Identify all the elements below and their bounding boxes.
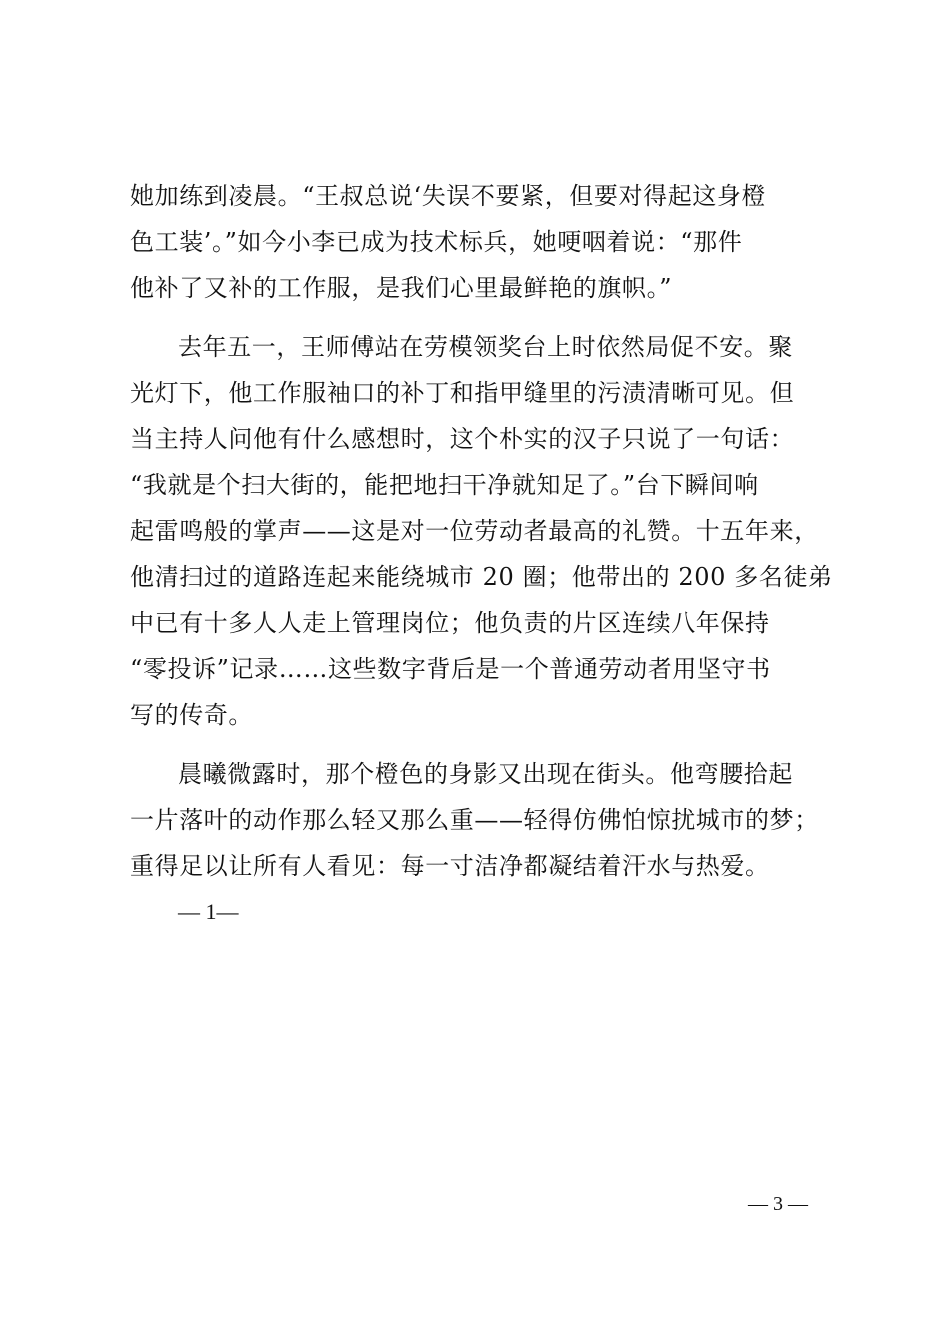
text-line: 晨曦微露时，那个橙色的身影又出现在街头。他弯腰拾起 xyxy=(178,760,793,788)
text-line: 中已有十多人人走上管理岗位；他负责的片区连续八年保持 xyxy=(130,609,770,637)
body-text xyxy=(130,173,835,935)
paragraph-3 xyxy=(130,751,835,889)
text-line: 她加练到凌晨。“王叔总说‘失误不要紧，但要对得起这身橙 xyxy=(130,182,767,210)
inline-page-number: — 1— xyxy=(178,899,239,924)
paragraph-1 xyxy=(130,173,835,311)
text-line: 他清扫过的道路连起来能绕城市 20 圈；他带出的 200 多名徒弟 xyxy=(130,563,833,591)
text-line: 他补了又补的工作服，是我们心里最鲜艳的旗帜。” xyxy=(130,274,673,302)
text-line: 色工装’。”如今小李已成为技术标兵，她哽咽着说：“那件 xyxy=(130,228,743,256)
text-line: 起雷鸣般的掌声——这是对一位劳动者最高的礼赞。十五年来， xyxy=(130,517,819,545)
text-line: 光灯下，他工作服袖口的补丁和指甲缝里的污渍清晰可见。但 xyxy=(130,379,795,407)
text-line: 写的传奇。 xyxy=(130,701,253,729)
paragraph-2 xyxy=(130,324,835,738)
text-line: 一片落叶的动作那么轻又那么重——轻得仿佛怕惊扰城市的梦； xyxy=(130,806,819,834)
text-line: 重得足以让所有人看见：每一寸洁净都凝结着汗水与热爱。 xyxy=(130,852,770,880)
footer-page-number: — 3 — xyxy=(748,1193,808,1215)
text-line: 去年五一，王师傅站在劳模领奖台上时依然局促不安。聚 xyxy=(178,333,793,361)
text-line: “我就是个扫大街的，能把地扫干净就知足了。”台下瞬间响 xyxy=(130,471,759,499)
text-line: 当主持人问他有什么感想时，这个朴实的汉子只说了一句话： xyxy=(130,425,795,453)
text-line: “零投诉”记录……这些数字背后是一个普通劳动者用坚守书 xyxy=(130,655,771,683)
